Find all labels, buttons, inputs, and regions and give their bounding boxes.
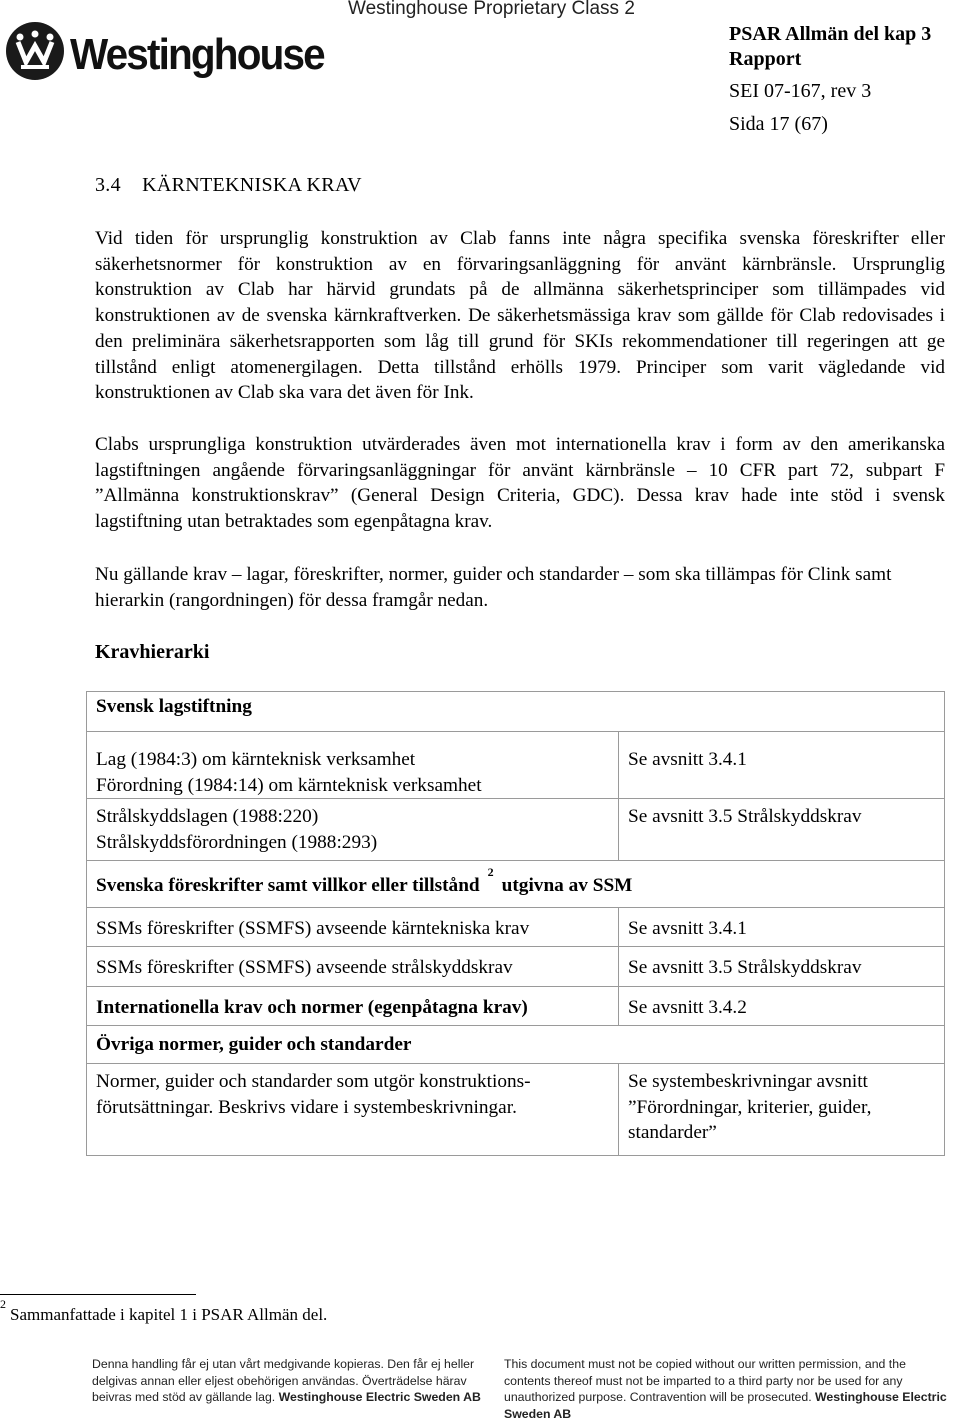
footnote-divider xyxy=(0,1294,196,1295)
table-row xyxy=(87,987,945,1026)
international-reference: Se avsnitt 3.4.2 xyxy=(619,987,945,1026)
footnote xyxy=(0,1297,328,1325)
other-standards-reference: Se systembeskrivningar avsnitt ”Förordningar, kriterier, guider, standarder” xyxy=(619,1064,945,1156)
ssmfs-nuclear-reference: Se avsnitt 3.4.1 xyxy=(619,908,945,947)
page-number: Sida 17 (67) xyxy=(729,113,828,135)
brand-wordmark: Westinghouse xyxy=(70,30,324,79)
paragraph-2: Clabs ursprungliga konstruktion utvärderades även mot internationella krav i form av den amerikanska lagstiftningen angående förvaringsanläggningar för använt kärnbränsle – 10 CFR part 72, subpart F ”Allmänna konstruktionskrav” (General Design Criteria, GDC). Dessa krav hade inte stöd i svensk lagstiftning utan betraktades som egenpåtagna krav. xyxy=(95,434,945,533)
other-standards-header: Övriga normer, guider och standarder xyxy=(87,1026,945,1064)
radiation-line-2: Strålskyddsförordningen (1988:293) xyxy=(96,831,378,853)
ssmfs-radiation-reference: Se avsnitt 3.5 Strålskyddskrav xyxy=(619,947,945,987)
footer-english-text: This document must not be copied without our written permission, and the contents thereof must not be imparted to a third party nor be used for any unauthorized purpose. Contravention will be prosecuted. xyxy=(504,1357,906,1404)
radiation-line-1: Strålskyddslagen (1988:220) xyxy=(96,806,319,827)
footer-notice-swedish xyxy=(92,1356,492,1406)
paragraph-3: Nu gällande krav – lagar, föreskrifter, normer, guider och standarder – som ska tillämpas för Clink samt hierarkin (rangordningen) för dessa framgår nedan. xyxy=(95,564,892,611)
table-row xyxy=(87,732,945,799)
document-title: PSAR Allmän del kap 3 xyxy=(729,23,932,45)
regulations-header xyxy=(87,861,945,908)
paragraph-1: Vid tiden för ursprunglig konstruktion av Clab fanns inte några specifika svenska föreskrifter eller säkerhetsnormer för konstruktion av en förvaringsanläggning för använt kärnbränsle. Ursprunglig konstruktion av Clab har härvid grundats på de allmänna säkerhetsprinciper som tillämpades vid konstruktionen av de svenska kärnkraftverken. De säkerhetsmässiga krav som gällde för Clab redovisades i den preliminära säkerhetsrapporten som låg till grund för SKIs rekommendationer till regeringen att ge tillstånd enligt atomenergilagen. Detta tillstånd erhölls 1979. Principer som varit vägledande vid konstruktionen av Clab ska vara det även för Ink. xyxy=(95,228,945,404)
footnote-text: Sammanfattade i kapitel 1 i PSAR Allmän del. xyxy=(10,1305,328,1324)
document-subtitle: Rapport xyxy=(729,48,802,70)
law-reference: Se avsnitt 3.4.1 xyxy=(619,732,945,799)
requirements-hierarchy-table xyxy=(86,691,945,1156)
footer-swedish-company: Westinghouse Electric Sweden AB xyxy=(278,1390,481,1404)
law-cell xyxy=(87,732,619,799)
table-row xyxy=(87,947,945,987)
classification-label: Westinghouse Proprietary Class 2 xyxy=(348,0,635,19)
ssmfs-nuclear-cell: SSMs föreskrifter (SSMFS) avseende kärntekniska krav xyxy=(87,908,619,947)
other-standards-cell: Normer, guider och standarder som utgör konstruktions-förutsättningar. Beskrivs vidare i systembeskrivningar. xyxy=(87,1064,619,1156)
section-heading: 3.4 KÄRNTEKNISKA KRAV xyxy=(95,174,362,196)
requirements-hierarchy-heading: Kravhierarki xyxy=(95,641,210,663)
table-row xyxy=(87,799,945,861)
regulations-header-suffix: utgivna av SSM xyxy=(501,875,633,896)
footnote-mark: 2 xyxy=(0,1297,6,1311)
radiation-law-cell xyxy=(87,799,619,861)
law-line-2: Förordning (1984:14) om kärnteknisk verksamhet xyxy=(96,774,482,796)
international-cell: Internationella krav och normer (egenpåtagna krav) xyxy=(87,987,619,1026)
westinghouse-logo-icon xyxy=(6,22,64,80)
footer-notice-english xyxy=(504,1356,954,1422)
table-row xyxy=(87,908,945,947)
swedish-law-header: Svensk lagstiftning xyxy=(87,692,945,732)
footer-english-company: Westinghouse Electric Sweden AB xyxy=(504,1390,947,1421)
footer-swedish-text: Denna handling får ej utan vårt medgivande kopieras. Den får ej heller delgivas annan eller eljest obehörigen användas. Överträdelse härav beivras med stöd av gällande lag. xyxy=(92,1357,475,1404)
regulations-header-text: Svenska föreskrifter samt villkor eller tillstånd xyxy=(96,875,480,896)
radiation-reference: Se avsnitt 3.5 Strålskyddskrav xyxy=(619,799,945,861)
footnote-reference: 2 xyxy=(487,865,494,879)
law-line-1: Lag (1984:3) om kärnteknisk verksamhet xyxy=(96,749,416,770)
ssmfs-radiation-cell: SSMs föreskrifter (SSMFS) avseende strålskyddskrav xyxy=(87,947,619,987)
document-reference: SEI 07-167, rev 3 xyxy=(729,80,872,102)
table-row xyxy=(87,1064,945,1156)
